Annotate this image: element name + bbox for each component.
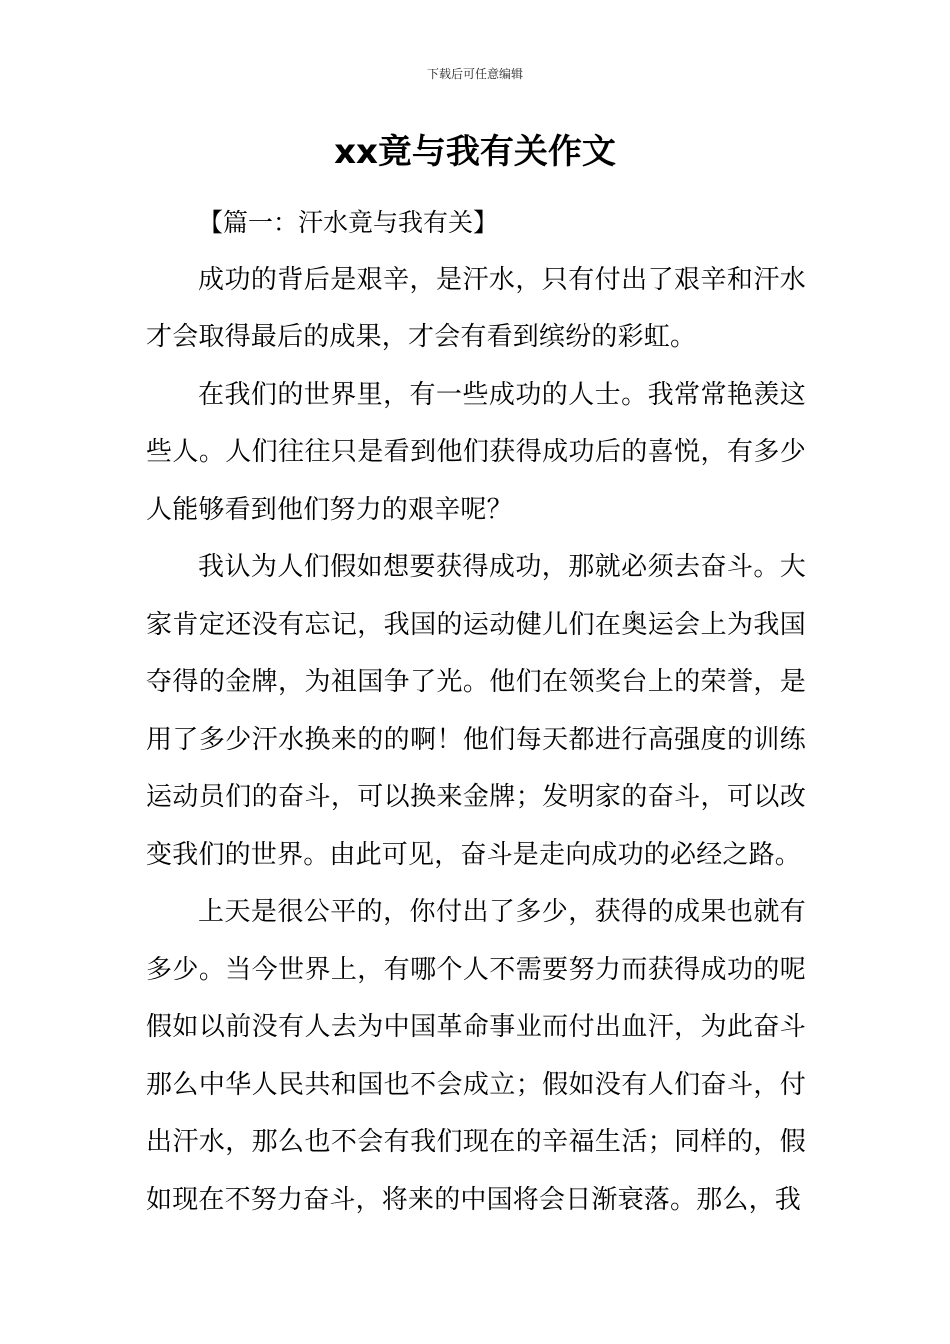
- header-note: 下载后可任意编辑: [426, 67, 523, 81]
- section-heading: 【篇一：汗水竟与我有关】: [198, 208, 499, 237]
- document-body: [146, 194, 806, 1229]
- paragraph-4: 上天是很公平的，你付出了多少，获得的成果也就有多少。当今世界上，有哪个人不需要努力而获得成功的呢假如以前没有人去为中国革命事业而付出血汗，为此奋斗那么中华人民共和国也不会成立；假如没有人们奋斗，付出汗水，那么也不会有我们现在的辛福生活；同样的，假如现在不努力奋斗，将来的中国将会日渐衰落。那么，我: [146, 897, 806, 1215]
- document-title: xx竟与我有关作文: [334, 132, 616, 172]
- paragraph-2: 在我们的世界里，有一些成功的人士。我常常艳羡这些人。人们往往只是看到他们获得成功后的喜悦，有多少人能够看到他们努力的艰辛呢？: [146, 379, 806, 525]
- paragraph-3: 我认为人们假如想要获得成功，那就必须去奋斗。大家肯定还没有忘记，我国的运动健儿们在奥运会上为我国夺得的金牌，为祖国争了光。他们在领奖台上的荣誉，是用了多少汗水换来的的啊！他们每天都进行高强度的训练运动员们的奋斗，可以换来金牌；发明家的奋斗，可以改变我们的世界。由此可见，奋斗是走向成功的必经之路。: [146, 552, 806, 870]
- paragraph-1: 成功的背后是艰辛，是汗水，只有付出了艰辛和汗水才会取得最后的成果，才会有看到缤纷的彩虹。: [146, 264, 806, 352]
